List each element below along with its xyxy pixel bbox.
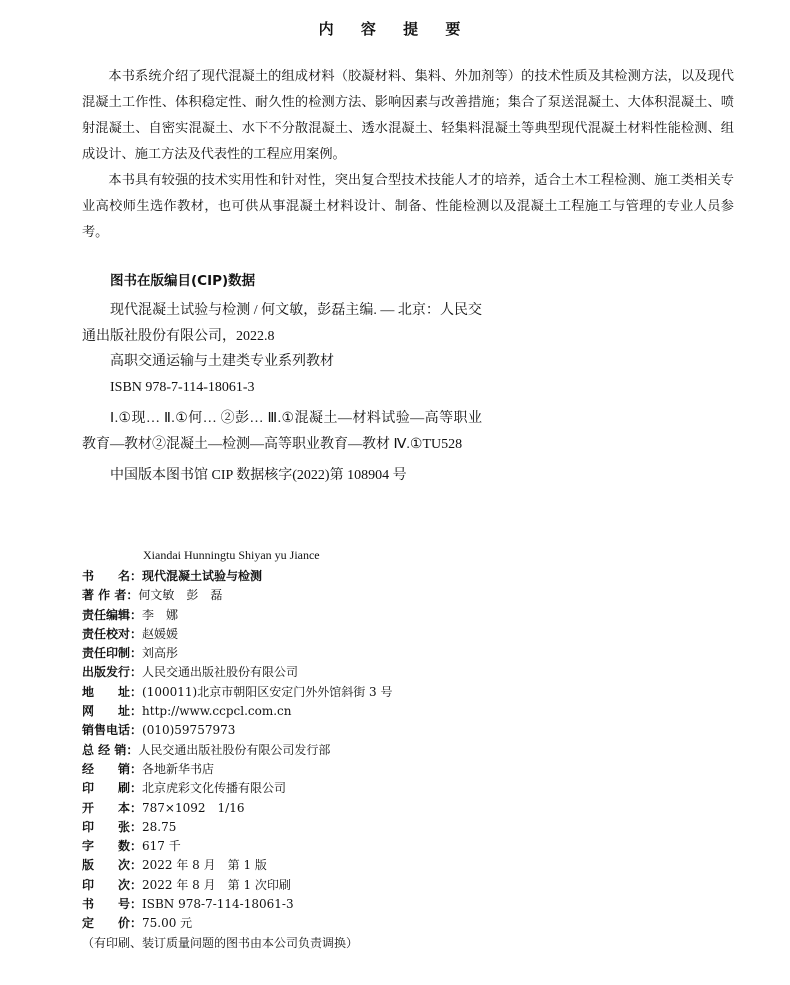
info-label: 字 数： [82, 839, 143, 854]
cip-isbn-line: ISBN 978-7-114-18061-3 [110, 379, 255, 395]
info-value: 刘高彤 [142, 646, 179, 661]
info-label: 责任编辑： [82, 607, 143, 622]
info-label: 责任印制： [82, 646, 143, 661]
cip-block [82, 298, 482, 489]
cip-title-line: 现代混凝土试验与检测 / 何文敏，彭磊主编. — 北京：人民交通出版社股份有限公司，2022.8 [82, 303, 482, 344]
info-label: 地 址： [82, 684, 143, 699]
info-row [82, 625, 742, 644]
info-value: 2022 年 8 月 第 1 次印刷 [142, 877, 291, 892]
info-value: ISBN 978-7-114-18061-3 [142, 897, 294, 912]
info-row [82, 721, 742, 740]
info-row [82, 876, 742, 895]
info-row [82, 760, 742, 779]
publication-info [82, 567, 742, 953]
abstract [82, 64, 734, 246]
info-value: 28.75 [142, 819, 177, 834]
info-value: 787×1092 1/16 [142, 800, 245, 815]
info-row [82, 779, 742, 798]
info-label: 著 作 者： [82, 588, 139, 603]
info-row [82, 606, 742, 625]
info-label: 版 次： [82, 858, 143, 873]
info-label: 定 价： [82, 916, 143, 931]
info-value: 李 娜 [142, 607, 179, 622]
info-value: 75.00 元 [142, 916, 193, 931]
info-label: 销售电话： [82, 723, 143, 738]
info-row [82, 567, 742, 586]
abstract-paragraph-1: 本书系统介绍了现代混凝土的组成材料（胶凝材料、集料、外加剂等）的技术性质及其检测方法，以及现代混凝土工作性、体积稳定性、耐久性的检测方法、影响因素与改善措施；集合了泵送混凝土、大体积混凝土、喷射混凝土、自密实混凝土、水下不分散混凝土、透水混凝土、轻集料混凝土等典型现代混凝土材料性能检测、组成设计、施工方法及代表性的工程应用案例。 [82, 69, 734, 162]
info-label: 开 本： [82, 800, 143, 815]
info-value: 人民交通出版社股份有限公司发行部 [138, 742, 331, 757]
info-value: 各地新华书店 [142, 761, 215, 776]
info-row [82, 837, 742, 856]
info-label: 网 址： [82, 704, 143, 719]
info-row [82, 856, 742, 875]
info-value: 现代混凝土试验与检测 [142, 569, 263, 583]
info-value: 人民交通出版社股份有限公司 [142, 665, 299, 680]
info-value: 617 千 [142, 839, 181, 854]
info-row [82, 683, 742, 702]
abstract-paragraph-2: 本书具有较强的技术实用性和针对性，突出复合型技术技能人才的培养，适合土木工程检测、施工类相关专业高校师生选作教材，也可供从事混凝土材料设计、制备、性能检测以及混凝土工程施工与管理的专业人员参考。 [82, 173, 734, 240]
page-title: 内 容 提 要 [318, 20, 472, 38]
info-value: 2022 年 8 月 第 1 版 [142, 858, 267, 873]
info-row [82, 644, 742, 663]
info-row [82, 663, 742, 682]
info-value: (010)59757973 [142, 723, 236, 738]
info-label: 印 次： [82, 877, 143, 892]
info-label: 印 刷： [82, 781, 143, 796]
info-row [82, 914, 742, 933]
info-row [82, 818, 742, 837]
info-value: 北京虎彩文化传播有限公司 [142, 781, 287, 796]
info-label: 印 张： [82, 819, 143, 834]
info-value: (100011)北京市朝阳区安定门外外馆斜街 3 号 [142, 684, 393, 699]
info-row [82, 799, 742, 818]
info-label: 责任校对： [82, 626, 143, 641]
info-label: 总 经 销： [82, 742, 139, 757]
info-row [82, 741, 742, 760]
info-label: 书 号： [82, 897, 143, 912]
info-row [82, 895, 742, 914]
info-row [82, 702, 742, 721]
cip-record-line: 中国版本图书馆 CIP 数据核字(2022)第 108904 号 [110, 468, 407, 483]
info-label: 书 名： [82, 569, 143, 583]
pinyin-title: Xiandai Hunningtu Shiyan yu Jiance [143, 548, 320, 562]
info-label: 经 销： [82, 761, 143, 776]
info-label: 出版发行： [82, 665, 143, 680]
info-value: 何文敏 彭 磊 [138, 588, 223, 603]
cip-classification-line: Ⅰ.①现… Ⅱ.①何… ②彭… Ⅲ.①混凝土—材料试验—高等职业教育—教材②混凝土—检测—高等职业教育—教材 Ⅳ.①TU528 [82, 411, 482, 452]
info-row [82, 586, 742, 605]
info-value: http://www.ccpcl.com.cn [142, 704, 292, 719]
cip-series-line: 高职交通运输与土建类专业系列教材 [110, 354, 334, 369]
cip-heading: 图书在版编目(CIP)数据 [110, 273, 256, 289]
info-value: 赵媛媛 [142, 626, 179, 641]
quality-note: （有印刷、装订质量问题的图书由本公司负责调换） [82, 935, 359, 950]
